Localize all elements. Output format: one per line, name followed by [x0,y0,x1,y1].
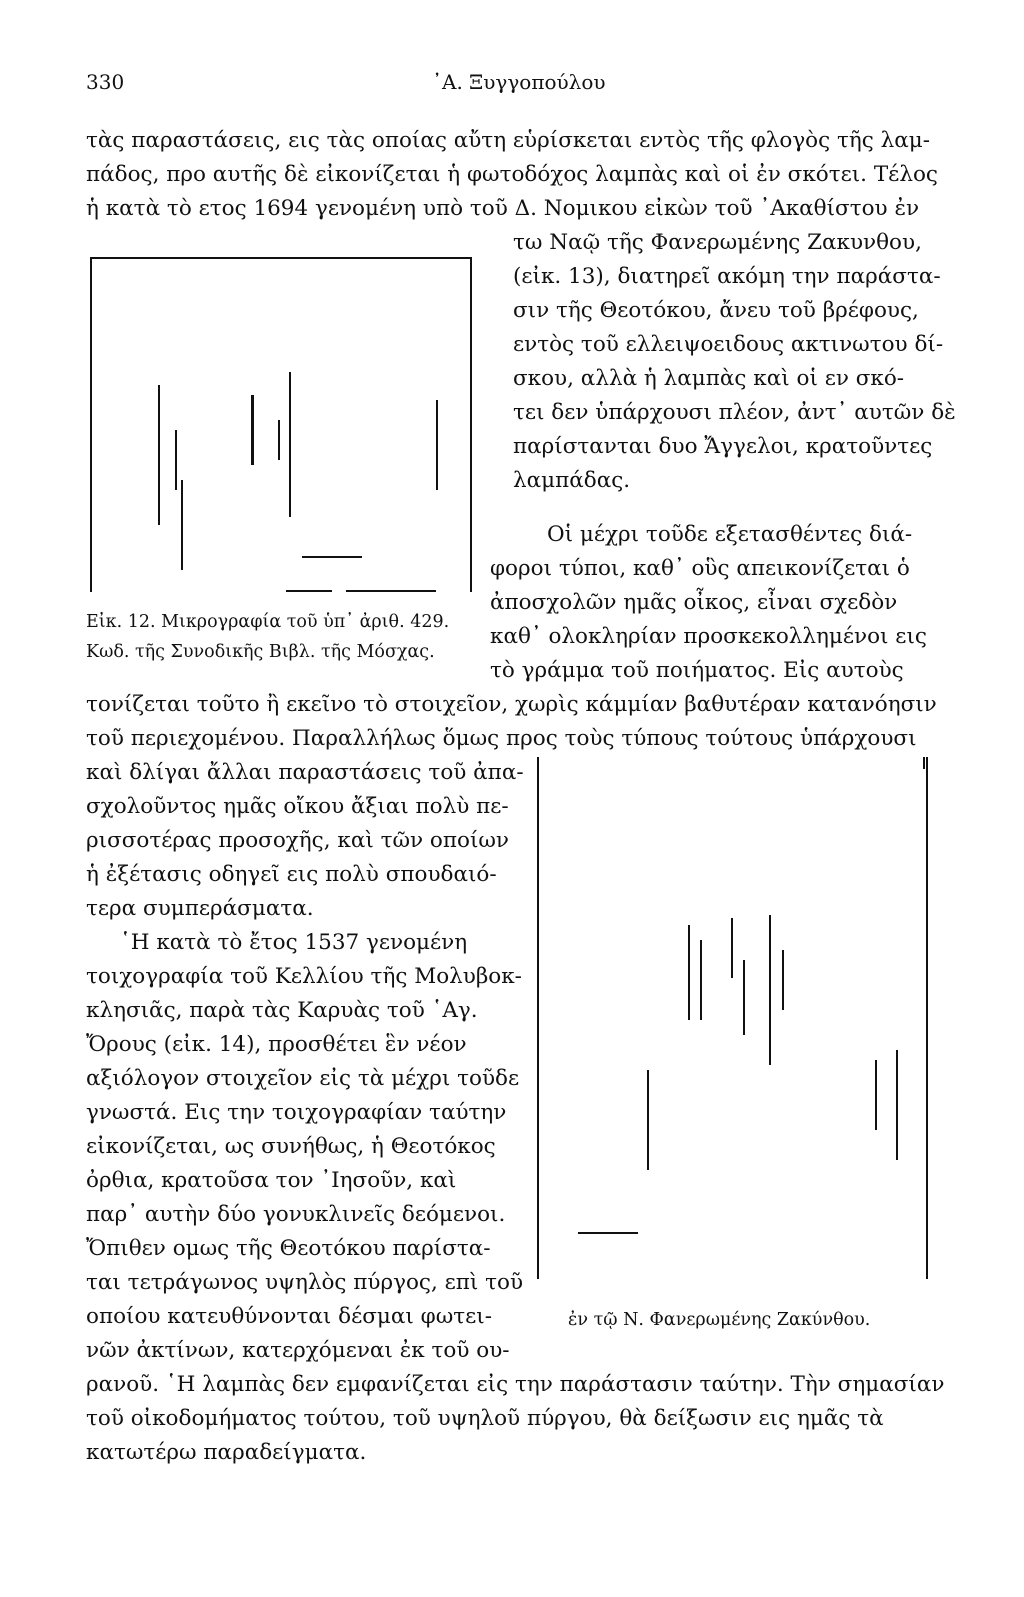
running-title: ᾽Α. Ξυγγοπούλου [432,70,606,94]
text-line: Ὄπιθεν ομως τῆς Θεοτόκου παρίστα- [86,1236,491,1261]
text-line: γνωστά. Εις την τοιχογραφίαν ταύτην [86,1100,507,1125]
text-line: πάδος, προ αυτῆς δὲ εἰκονίζεται ἡ φωτοδόχος λαμπὰς καὶ οἱ ἐν σκότει. Τέλος [86,162,938,187]
text-line: ρανοῦ. ῾Η λαμπὰς δεν εμφανίζεται εἰς την παράστασιν ταύτην. Τὴν σημασίαν [86,1372,945,1397]
text-line: νῶν ἀκτίνων, κατερχόμεναι ἐκ τοῦ ου- [86,1338,510,1363]
text-line: εἰκονίζεται, ως συνήθως, ἡ Θεοτόκος [86,1134,496,1159]
text-line: παρίστανται δυο Ἄγγελοι, κρατοῦντες [513,434,933,459]
text-line: αξιόλογον στοιχεῖον εἰς τὰ μέχρι τοῦδε [86,1066,520,1091]
text-line: σκου, αλλὰ ἡ λαμπὰς καὶ οἱ εν σκό- [513,366,905,391]
text-line: ἡ ἐξέτασις οδηγεῖ εις πολὺ σπουδαιό- [86,862,497,887]
figure-12-caption: Εἰκ. 12. Μικρογραφία τοῦ ὑπ᾽ ἀριθ. 429. [86,612,450,632]
text-line: καθ᾽ ολοκληρίαν προσκεκολλημένοι εις [490,624,927,649]
text-line: τονίζεται τοῦτο ἢ εκεῖνο τὸ στοιχεῖον, χωρὶς κάμμίαν βαθυτέραν κατανόησιν [86,692,937,717]
text-line: τὰς παραστάσεις, εις τὰς οποίας αὔτη εὑρίσκεται εντὸς τῆς φλογὸς τῆς λαμ- [86,128,931,153]
text-line: τοῦ οἰκοδομήματος τούτου, τοῦ υψηλοῦ πύργου, θὰ δείξωσιν εις ημᾶς τὰ [86,1406,884,1431]
text-line: σιν τῆς Θεοτόκου, ἄνευ τοῦ βρέφους, [513,298,919,323]
text-line: ται τετράγωνος υψηλὸς πύργος, επὶ τοῦ [86,1270,524,1295]
text-line: τὸ γράμμα τοῦ ποιήματος. Εἰς αυτοὺς [490,658,904,683]
text-line: Ὄρους (εἰκ. 14), προσθέτει ἓν νέον [86,1032,467,1057]
text-line: ρισσοτέρας προσοχῆς, καὶ τῶν οποίων [86,828,509,853]
text-line: λαμπάδας. [513,468,631,493]
text-line: ὀρθια, κρατοῦσα τον ᾽Ιησοῦν, καὶ [86,1168,457,1193]
text-line: παρ᾽ αυτὴν δύο γονυκλινεῖς δεόμενοι. [86,1202,506,1227]
text-line: φοροι τύποι, καθ᾽ οὓς απεικονίζεται ὁ [490,556,910,581]
text-line: κλησιᾶς, παρὰ τὰς Καρυὰς τοῦ ῾Αγ. [86,998,478,1023]
figure-12-caption: Κωδ. τῆς Συνοδικῆς Βιβλ. τῆς Μόσχας. [86,642,435,662]
text-line: (εἰκ. 13), διατηρεῖ ακόμη την παράστα- [513,264,941,289]
text-line: τοῦ περιεχομένου. Παραλλήλως ὅμως προς τοὺς τύπους τούτους ὑπάρχουσι [86,726,917,751]
text-line: ἡ κατὰ τὸ ετος 1694 γενομένη υπὸ τοῦ Δ. Νομικου εἰκὼν τοῦ ᾽Ακαθίστου ἐν [86,196,920,221]
text-line: τοιχογραφία τοῦ Κελλίου τῆς Μολυβοκ- [86,964,522,989]
text-line: εντὸς τοῦ ελλειψοειδους ακτινωτου δί- [513,332,944,357]
text-line: σχολοῦντος ημᾶς οἴκου ἄξιαι πολὺ πε- [86,794,509,819]
figure-13-caption: ἐν τῷ Ν. Φανερωμένης Ζακύνθου. [568,1310,871,1330]
text-line: οποίου κατευθύνονται δέσμαι φωτει- [86,1304,492,1329]
text-line: ῾Η κατὰ τὸ ἔτος 1537 γενομένη [120,930,468,955]
text-line: καὶ δλίγαι ἄλλαι παραστάσεις τοῦ ἀπα- [86,760,524,785]
text-line: ἀποσχολῶν ημᾶς οἶκος, εἶναι σχεδὸν [490,590,898,615]
text-line: τερα συμπεράσματα. [86,896,314,921]
text-line: τω Ναῷ τῆς Φανερωμένης Ζακυνθου, [513,230,922,255]
text-line: κατωτέρω παραδείγματα. [86,1440,367,1465]
text-line: τει δεν ὑπάρχουσι πλέον, ἀντ᾽ αυτῶν δὲ [513,400,956,425]
page-number: 330 [86,70,125,94]
text-line: Οἱ μέχρι τοῦδε εξετασθέντες διά- [547,522,913,547]
